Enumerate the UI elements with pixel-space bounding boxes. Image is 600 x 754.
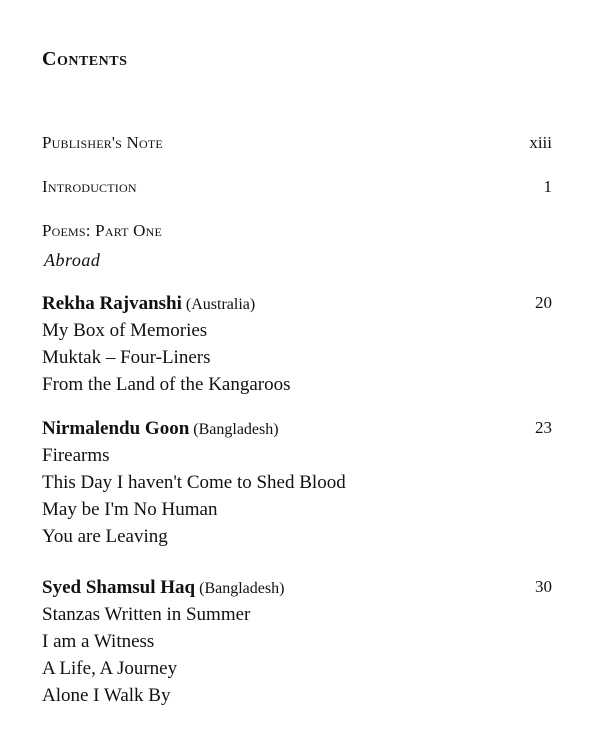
poem-title[interactable]: I am a Witness: [42, 631, 155, 652]
poet-country: (Bangladesh): [199, 580, 285, 597]
poem-title[interactable]: This Day I haven't Come to Shed Blood: [42, 472, 346, 493]
toc-entry-poet[interactable]: [42, 293, 552, 315]
poem-title[interactable]: Alone I Walk By: [42, 685, 171, 706]
poem-title[interactable]: Stanzas Written in Summer: [42, 604, 251, 625]
poet-name: Rekha Rajvanshi: [42, 293, 182, 314]
poem-title[interactable]: Muktak – Four-Liners: [42, 347, 211, 368]
toc-entry-poet[interactable]: [42, 577, 552, 599]
poem-title[interactable]: Firearms: [42, 445, 110, 466]
poem-title[interactable]: May be I'm No Human: [42, 499, 218, 520]
toc-entry-introduction[interactable]: [42, 177, 552, 197]
poem-title[interactable]: My Box of Memories: [42, 320, 208, 341]
toc-page-number: xiii: [529, 133, 552, 152]
section-subtitle: Abroad: [44, 250, 101, 270]
toc-entry-poet[interactable]: [42, 418, 552, 440]
poem-title[interactable]: From the Land of the Kangaroos: [42, 374, 291, 395]
poet-country: (Bangladesh): [193, 421, 279, 438]
poet-country: (Australia): [185, 296, 256, 313]
poem-title[interactable]: A Life, A Journey: [42, 658, 178, 679]
poet-name: Nirmalendu Goon: [42, 418, 190, 439]
poem-title[interactable]: You are Leaving: [42, 526, 168, 547]
toc-entry-label: Introduction: [42, 177, 137, 196]
toc-page-number: 20: [535, 293, 552, 312]
toc-entry-label: Publisher's Note: [42, 133, 163, 152]
toc-page-number: 30: [535, 577, 552, 596]
toc-entry-publishers-note[interactable]: [42, 133, 552, 153]
toc-page-number: 23: [535, 418, 552, 437]
section-heading: [42, 221, 552, 241]
section-label: Poems: Part One: [42, 221, 163, 240]
page-title: Contents: [42, 48, 128, 70]
poet-name: Syed Shamsul Haq: [42, 577, 196, 598]
toc-page-number: 1: [543, 177, 552, 196]
